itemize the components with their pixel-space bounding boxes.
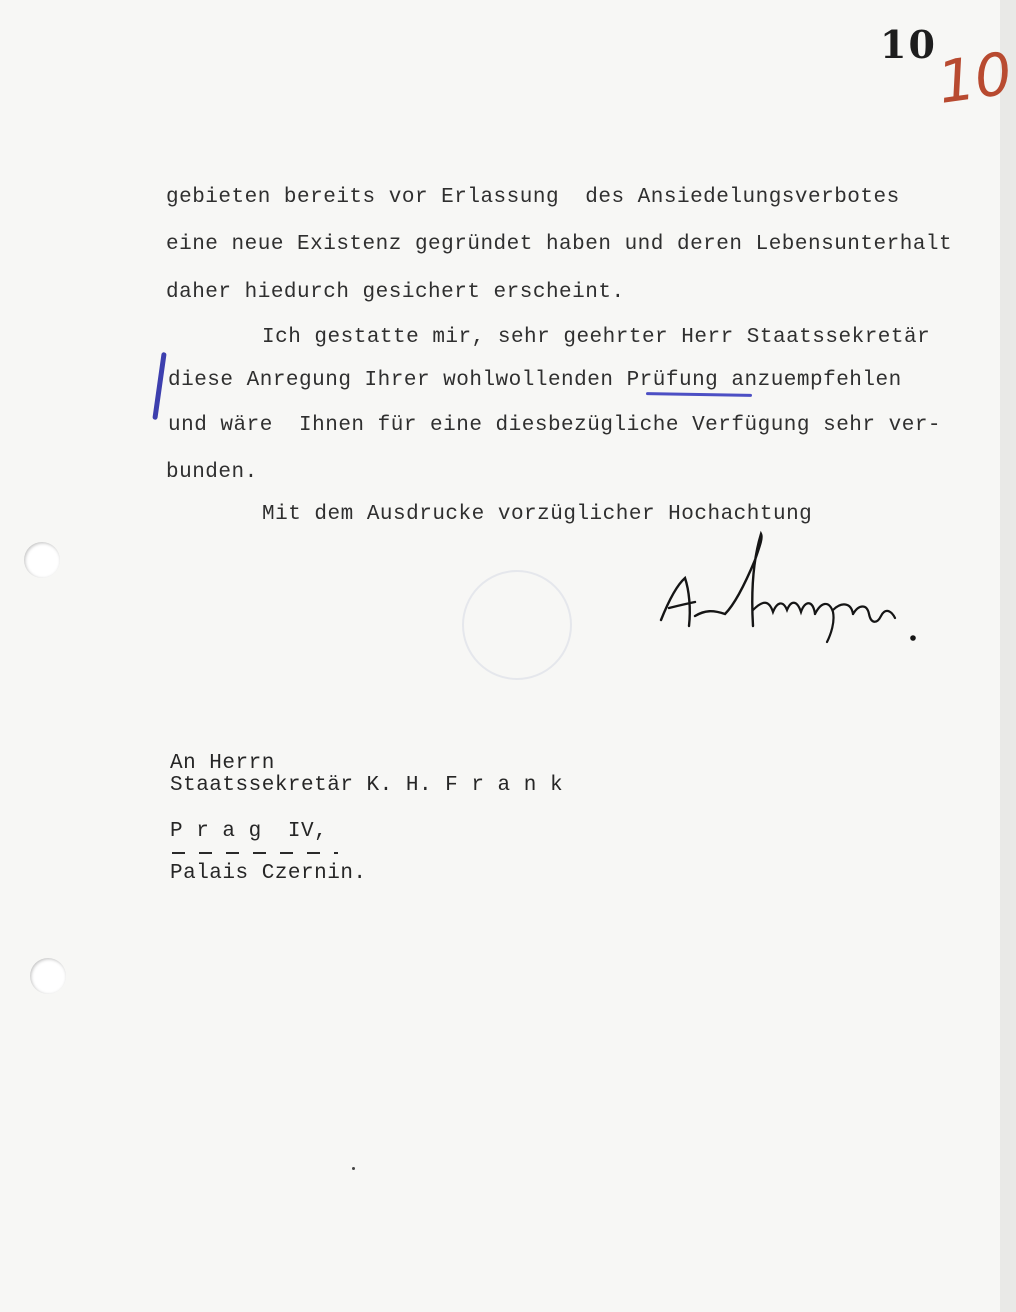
address-underline-dashes (170, 848, 340, 858)
body-line: diese Anregung Ihrer wohlwollenden Prüfung anzuempfehlen (168, 369, 902, 392)
body-line: Mit dem Ausdrucke vorzüglicher Hochachtung (262, 503, 813, 526)
body-line: gebieten bereits vor Erlassung des Ansiedelungsverbotes (166, 186, 900, 209)
signature (655, 530, 935, 660)
address-line: P r a g IV, (170, 820, 328, 843)
body-line: Ich gestatte mir, sehr geehrter Herr Staatssekretär (262, 326, 931, 349)
underline-mark (646, 392, 752, 397)
body-line: und wäre Ihnen für eine diesbezügliche Verfügung sehr ver- (168, 414, 942, 437)
body-line: eine neue Existenz gegründet haben und deren Lebensunterhalt (166, 233, 953, 256)
body-line: daher hiedurch gesichert erscheint. (166, 281, 625, 304)
punch-hole (24, 542, 60, 578)
address-line: Palais Czernin. (170, 862, 367, 885)
address-line: An Herrn (170, 752, 275, 775)
body-line: bunden. (166, 461, 258, 484)
margin-pencil-mark (152, 352, 166, 420)
address-line: Staatssekretär K. H. F r a n k (170, 774, 564, 797)
punch-hole (30, 958, 66, 994)
folio-number-pencil: 10 (933, 39, 1016, 117)
folio-number: 10 (880, 22, 937, 67)
faded-stamp (462, 570, 572, 680)
ink-speck (352, 1167, 355, 1170)
